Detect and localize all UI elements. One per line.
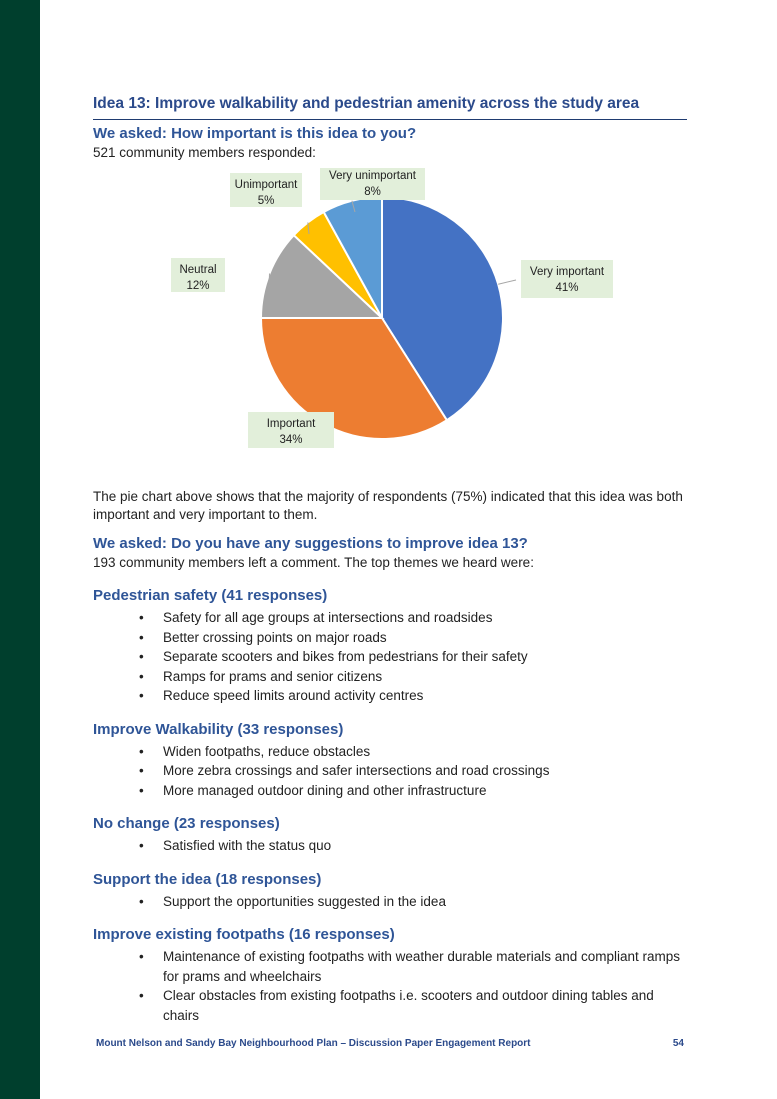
list-item (139, 608, 687, 628)
data-label-value: 8% (364, 186, 381, 198)
list-item-text: Reduce speed limits around activity centres (163, 688, 424, 703)
theme-bullet-list (93, 742, 687, 801)
data-label-value: 12% (186, 280, 210, 292)
question-suggestions: We asked: Do you have any suggestions to improve idea 13? (93, 535, 528, 552)
pie-chart-svg (93, 168, 687, 478)
list-item-text: Better crossing points on major roads (163, 629, 387, 645)
data-label-category: Unimportant (234, 179, 298, 191)
data-label-value: 34% (279, 434, 303, 446)
data-label-category: Very important (529, 266, 605, 278)
list-item (139, 986, 687, 1025)
list-item-text: Safety for all age groups at intersections and roadsides (163, 610, 493, 625)
list-item-text: Satisfied with the status quo (163, 838, 332, 853)
data-label (521, 260, 613, 298)
data-label-value: 41% (555, 282, 579, 294)
theme-bullet-list (93, 608, 687, 706)
list-item (139, 742, 687, 762)
chart-summary: The pie chart above shows that the majority of respondents (75%) indicated that this idea was both important and very important to them. (93, 489, 683, 522)
data-label-category: Important (266, 418, 316, 430)
theme-bullet-list (93, 947, 687, 1025)
list-item (139, 686, 687, 706)
list-item-text: Clear obstacles from existing footpaths i.e. scooters and outdoor dining tables and chairs (163, 988, 654, 1023)
bullet-icon: • (139, 893, 144, 909)
list-item-text: More managed outdoor dining and other infrastructure (163, 782, 487, 798)
list-item (139, 628, 687, 648)
theme-bullet-list (93, 836, 687, 856)
leader-line (498, 280, 516, 284)
importance-pie-chart (93, 168, 687, 478)
data-label-category: Neutral (179, 264, 217, 276)
bullet-icon: • (139, 629, 144, 645)
bullet-icon: • (139, 610, 144, 625)
bullet-icon: • (139, 649, 144, 664)
theme-heading: No change (23 responses) (93, 815, 280, 832)
data-label (320, 168, 425, 200)
data-label-category: Very unimportant (329, 170, 416, 182)
data-label (230, 173, 302, 207)
side-color-bar (0, 0, 40, 1099)
list-item-text: More zebra crossings and safer intersections and road crossings (163, 763, 550, 778)
list-item-text: Support the opportunities suggested in the idea (163, 893, 446, 909)
theme-heading: Improve Walkability (33 responses) (93, 720, 344, 738)
data-label (248, 412, 334, 448)
list-item (139, 647, 687, 667)
data-label (171, 258, 225, 292)
bullet-icon: • (139, 949, 144, 964)
idea-title: Idea 13: Improve walkability and pedestrian amenity across the study area (93, 93, 687, 120)
list-item-text: Widen footpaths, reduce obstacles (163, 743, 371, 759)
list-item (139, 781, 687, 801)
themes-list (93, 586, 687, 1025)
question-importance: We asked: How important is this idea to you? (93, 125, 417, 142)
page-content (93, 93, 687, 1025)
list-item (139, 667, 687, 687)
list-item (139, 836, 687, 856)
list-item (139, 761, 687, 781)
bullet-icon: • (139, 838, 144, 853)
page-number: 54 (672, 1038, 684, 1049)
bullet-icon: • (139, 743, 144, 759)
footer-report-title: Mount Nelson and Sandy Bay Neighbourhood Plan – Discussion Paper Engagement Report (96, 1038, 531, 1049)
bullet-icon: • (139, 782, 144, 798)
data-label-value: 5% (257, 195, 275, 207)
theme-heading: Support the idea (18 responses) (93, 870, 322, 888)
list-item-text: Maintenance of existing footpaths with weather durable materials and compliant ramps for prams and wheelchairs (163, 949, 681, 984)
list-item-text: Ramps for prams and senior citizens (163, 668, 383, 684)
list-item-text: Separate scooters and bikes from pedestrians for their safety (163, 649, 528, 664)
bullet-icon: • (139, 763, 144, 778)
list-item (139, 947, 687, 986)
bullet-icon: • (139, 988, 144, 1003)
page-footer (96, 1038, 684, 1049)
theme-heading: Pedestrian safety (41 responses) (93, 587, 328, 604)
bullet-icon: • (139, 668, 144, 684)
comment-count: 193 community members left a comment. The top themes we heard were: (93, 555, 534, 570)
bullet-icon: • (139, 688, 144, 703)
theme-heading: Improve existing footpaths (16 responses) (93, 926, 395, 943)
respondent-count: 521 community members responded: (93, 145, 316, 160)
list-item (139, 892, 687, 912)
theme-bullet-list (93, 892, 687, 912)
